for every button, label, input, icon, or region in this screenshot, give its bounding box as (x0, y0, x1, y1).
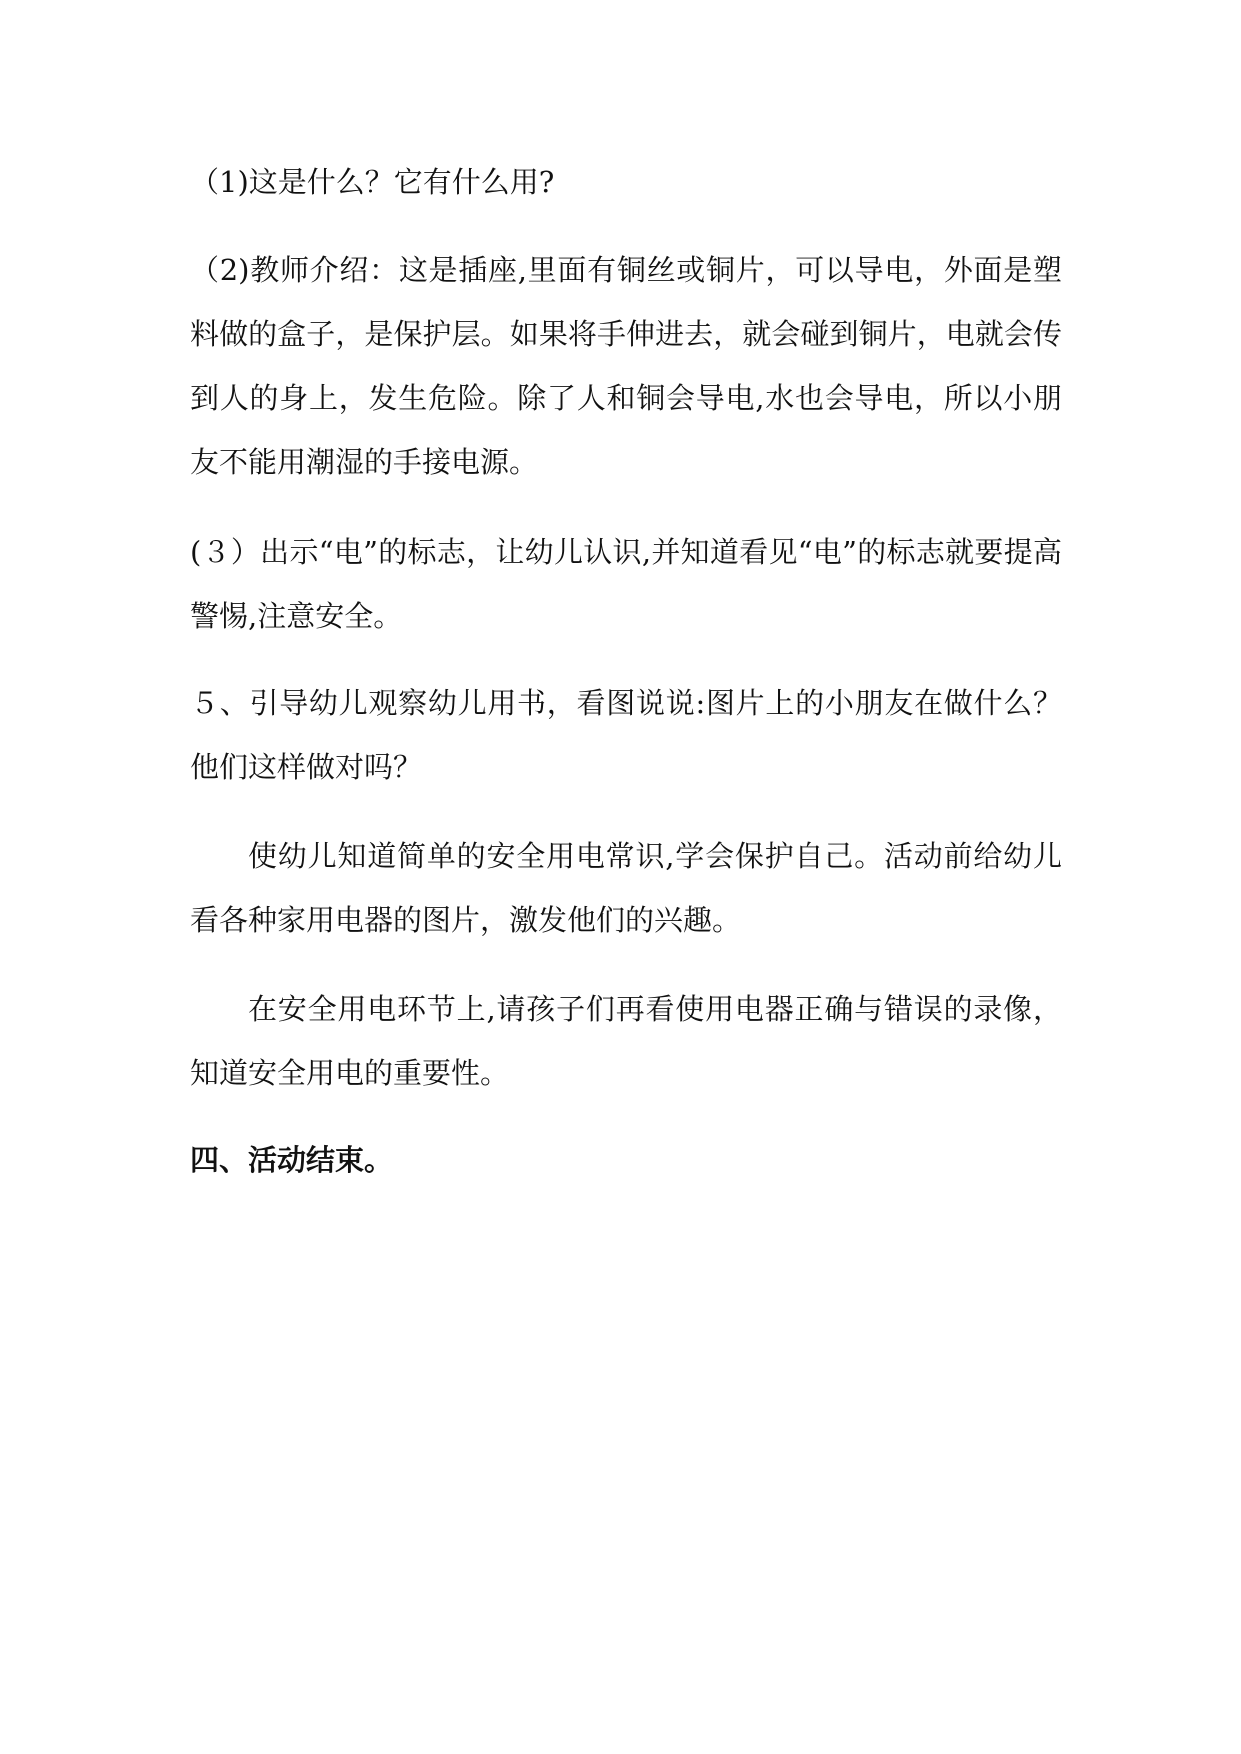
paragraph-question-1: （1)这是什么？它有什么用? (190, 165, 555, 199)
paragraph-teacher-intro: （2)教师介绍：这是插座,里面有铜丝或铜片，可以导电，外面是塑料做的盒子，是保护层。如果将手伸进去，就会碰到铜片，电就会传到人的身上，发生危险。除了人和铜会导电,水也会导电，所以小朋友不能用潮湿的手接电源。 (190, 253, 1062, 479)
paragraph-electric-sign: (３）出示“电”的标志，让幼儿认识,并知道看见“电”的标志就要提高警惕,注意安全。 (190, 535, 1062, 633)
paragraph-step-5: ５、引导幼儿观察幼儿用书，看图说说:图片上的小朋友在做什么？他们这样做对吗？ (190, 686, 1062, 784)
paragraph-safety-video: 在安全用电环节上,请孩子们再看使用电器正确与错误的录像，知道安全用电的重要性。 (190, 992, 1062, 1090)
paragraph-safety-knowledge: 使幼儿知道简单的安全用电常识,学会保护自己。活动前给幼儿看各种家用电器的图片，激发他们的兴趣。 (190, 839, 1062, 937)
section-heading-activity-end: 四、活动结束。 (190, 1143, 394, 1177)
